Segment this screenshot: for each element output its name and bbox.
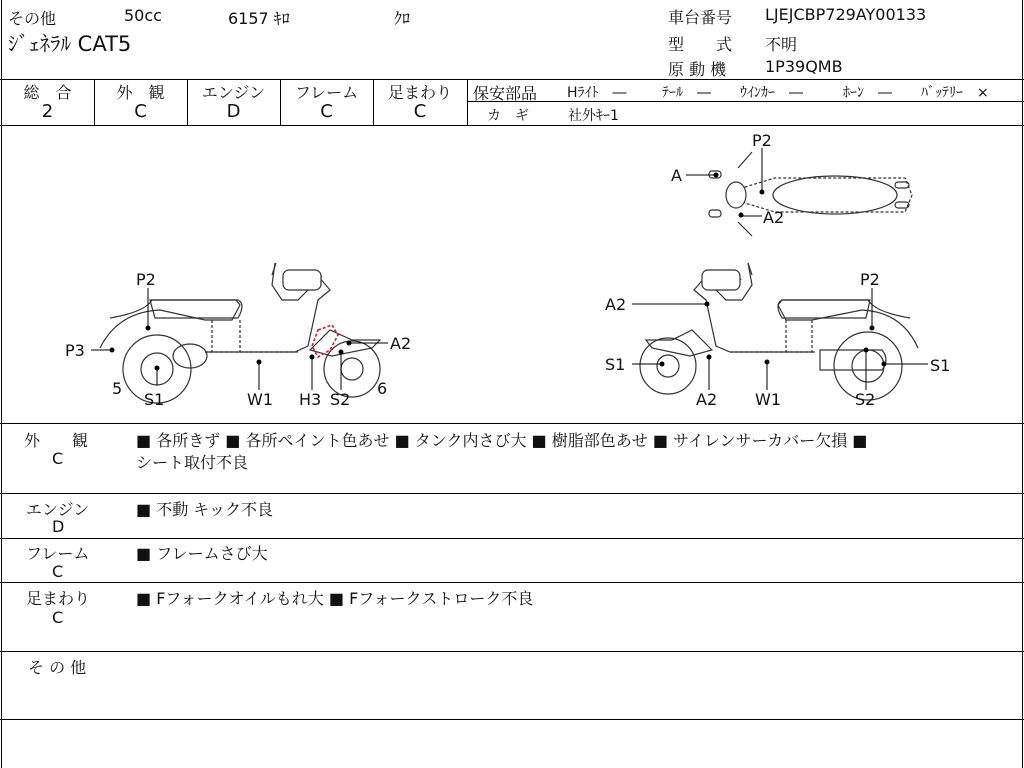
engine-model-label: 原 動 機 — [668, 60, 727, 79]
label-left-s2: S2 — [330, 390, 351, 409]
label-right-s1-right: S1 — [930, 356, 951, 375]
label-left-a2: A2 — [390, 334, 412, 353]
label-right-p2: P2 — [860, 270, 880, 289]
label-left-p3: P3 — [65, 341, 85, 360]
grade-value: D — [226, 101, 241, 122]
label-right-s1-left: S1 — [605, 355, 626, 374]
remark-grade: C — [52, 449, 64, 468]
remark-text: ■ Fフォークオイルもれ大 ■ Fフォークストローク不良 — [136, 589, 534, 608]
displacement: 50cc — [124, 6, 162, 25]
remark-text: ■ フレームさび大 — [136, 544, 268, 563]
grade-label: フレーム — [294, 83, 359, 102]
label-right-a2-top: A2 — [605, 295, 627, 314]
label-right-s2: S2 — [855, 390, 876, 409]
label-left-5: 5 — [112, 379, 123, 398]
safety-item-tail: ﾃｰﾙ ― — [662, 85, 711, 101]
frame-number-label: 車台番号 — [668, 8, 733, 27]
grade-value: C — [413, 101, 427, 122]
remark-text: ■ 各所きず ■ 各所ペイント色あせ ■ タンク内さび大 ■ 樹脂部色あせ ■ サイレンサーカバー欠損 ■ — [136, 431, 868, 450]
label-left-p2: P2 — [136, 270, 156, 289]
safety-item-horn: ﾎｰﾝ ― — [843, 85, 892, 101]
rule — [0, 423, 1024, 424]
grade-label: 外 観 — [116, 83, 165, 102]
frame-number: LJEJCBP729AY00133 — [765, 5, 927, 24]
remark-grade: D — [52, 517, 65, 536]
maker: その他 — [8, 9, 57, 28]
remark-label: そ の 他 — [28, 658, 87, 677]
engine-model: 1P39QMB — [765, 57, 843, 76]
label-right-w1: W1 — [755, 390, 781, 409]
model-type: 不明 — [765, 35, 798, 54]
rule — [0, 538, 1024, 539]
remark-grade: C — [52, 608, 64, 627]
grade-value: C — [320, 101, 333, 122]
remark-label: 足まわり — [26, 589, 91, 608]
label-right-a2-bottom: A2 — [696, 390, 718, 409]
key-value: 社外ｷｰ1 — [568, 108, 619, 124]
remark-text: シート取付不良 — [136, 453, 249, 472]
mileage: 6157 ｷﾛ — [228, 9, 290, 28]
model-type-label: 型 式 — [668, 35, 733, 54]
rule — [0, 719, 1024, 720]
top-view-markers — [686, 148, 764, 217]
grade-value: 2 — [41, 101, 54, 122]
remark-label: 外 観 — [24, 431, 89, 450]
label-left-s1: S1 — [144, 390, 165, 409]
rule — [0, 582, 1024, 583]
label-top-a2: A2 — [763, 208, 785, 227]
safety-item-winker: ｳｲﾝｶｰ ― — [740, 85, 803, 101]
scooter-top-view — [709, 152, 912, 236]
grade-value: C — [134, 101, 147, 122]
label-left-w1: W1 — [247, 390, 273, 409]
safety-item-battery: ﾊﾞｯﾃﾘｰ × — [921, 85, 989, 101]
safety-label: 保安部品 — [473, 84, 538, 103]
left-view-markers — [91, 288, 388, 390]
remark-text: ■ 不動 キック不良 — [136, 500, 273, 519]
rule — [0, 493, 1024, 494]
model-name: ｼﾞｪﾈﾗﾙ CAT5 — [8, 32, 132, 56]
grade-label: エンジン — [201, 83, 266, 102]
body-color: ｸﾛ — [394, 9, 411, 28]
damage-mark — [312, 325, 338, 357]
remark-label: エンジン — [26, 500, 90, 519]
remark-grade: C — [52, 562, 64, 581]
label-left-6: 6 — [377, 379, 388, 398]
grade-label: 足まわり — [387, 83, 452, 102]
label-left-h3: H3 — [299, 390, 322, 409]
grade-label: 総 合 — [23, 83, 72, 102]
rule — [0, 651, 1024, 652]
label-top-p2: P2 — [752, 131, 772, 150]
rule — [467, 79, 468, 125]
label-top-a: A — [671, 166, 682, 185]
safety-item-headlight: Hﾗｲﾄ ― — [567, 85, 627, 101]
key-label: カ ギ — [487, 108, 529, 124]
remark-label: フレーム — [26, 544, 90, 563]
